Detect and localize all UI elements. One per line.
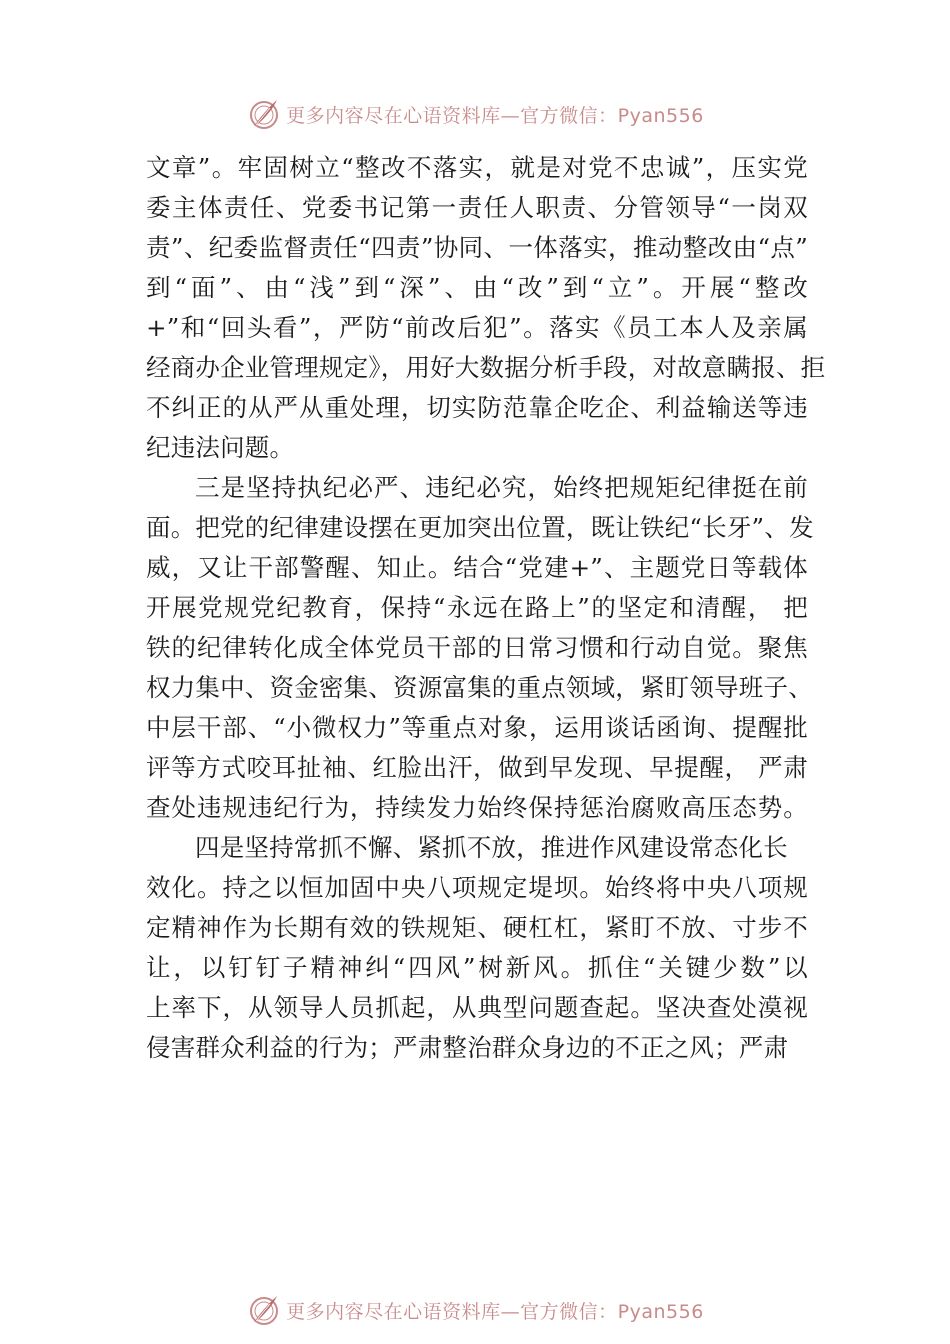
text-line: 效化。持之以恒加固中央八项规定堤坝。始终将中央八项规 bbox=[146, 873, 808, 902]
text-line: 铁的纪律转化成全体党员干部的日常习惯和行动自觉。聚焦 bbox=[146, 633, 808, 662]
text-line: 纪违法问题。 bbox=[146, 433, 295, 462]
text-line: 开展党规党纪教育，保持“永远在路上”的坚定和清醒， 把 bbox=[146, 593, 808, 622]
text-line: 委主体责任、党委书记第一责任人职责、分管领导“一岗双 bbox=[146, 193, 808, 222]
text-line: 责”、纪委监督责任“四责”协同、一体落实，推动整改由“点” bbox=[146, 233, 808, 262]
watermark-text bbox=[286, 1297, 704, 1324]
text-line: 经商办企业管理规定》，用好大数据分析手段，对故意瞒报、拒 bbox=[146, 353, 826, 382]
text-line: 面。把党的纪律建设摆在更加突出位置，既让铁纪“长牙”、发 bbox=[146, 513, 814, 542]
text-line: 权力集中、资金密集、资源富集的重点领域，紧盯领导班子、 bbox=[146, 673, 813, 702]
document-body bbox=[146, 148, 826, 1068]
text-line: 评等方式咬耳扯袖、红脸出汗，做到早发现、早提醒， 严肃 bbox=[146, 753, 808, 782]
text-line: 上率下，从领导人员抓起，从典型问题查起。坚决查处漠视 bbox=[146, 993, 808, 1022]
text-line: 中层干部、“小微权力”等重点对象，运用谈话函询、提醒批 bbox=[146, 713, 808, 742]
footer-watermark-banner bbox=[0, 1292, 950, 1328]
wechat-account: Pyan556 bbox=[617, 104, 704, 127]
text-line: 不纠正的从严从重处理，切实防范靠企吃企、利益输送等违 bbox=[146, 393, 808, 422]
text-line: 威，又让干部警醒、知止。结合“党建+”、主题党日等载体 bbox=[146, 553, 808, 582]
paragraph-first-line: 三是坚持执纪必严、违纪必究，始终把规矩纪律挺在前 bbox=[195, 473, 808, 502]
quill-seal-icon bbox=[246, 1292, 282, 1328]
text-line: +”和“回头看”，严防“前改后犯”。落实《员工本人及亲属 bbox=[146, 313, 808, 342]
watermark-label: 更多内容尽在心语资料库—官方微信： bbox=[286, 1300, 618, 1323]
quill-seal-icon bbox=[246, 96, 282, 132]
text-line: 让，以钉钉子精神纠“四风”树新风。抓住“关键少数”以 bbox=[146, 953, 808, 982]
text-line: 到“面”、由“浅”到“深”、由“改”到“立”。开展“整改 bbox=[146, 273, 808, 302]
wechat-account: Pyan556 bbox=[617, 1300, 704, 1323]
watermark-text bbox=[286, 101, 704, 128]
paragraph-first-line: 四是坚持常抓不懈、紧抓不放，推进作风建设常态化长 bbox=[195, 833, 788, 862]
text-line: 定精神作为长期有效的铁规矩、硬杠杠，紧盯不放、寸步不 bbox=[146, 913, 808, 942]
text-line: 查处违规违纪行为，持续发力始终保持惩治腐败高压态势。 bbox=[146, 793, 808, 822]
header-watermark-banner bbox=[0, 96, 950, 132]
text-line: 侵害群众利益的行为；严肃整治群众身边的不正之风；严肃 bbox=[146, 1033, 789, 1062]
watermark-label: 更多内容尽在心语资料库—官方微信： bbox=[286, 104, 618, 127]
text-line: 文章”。牢固树立“整改不落实，就是对党不忠诚”，压实党 bbox=[146, 153, 808, 182]
